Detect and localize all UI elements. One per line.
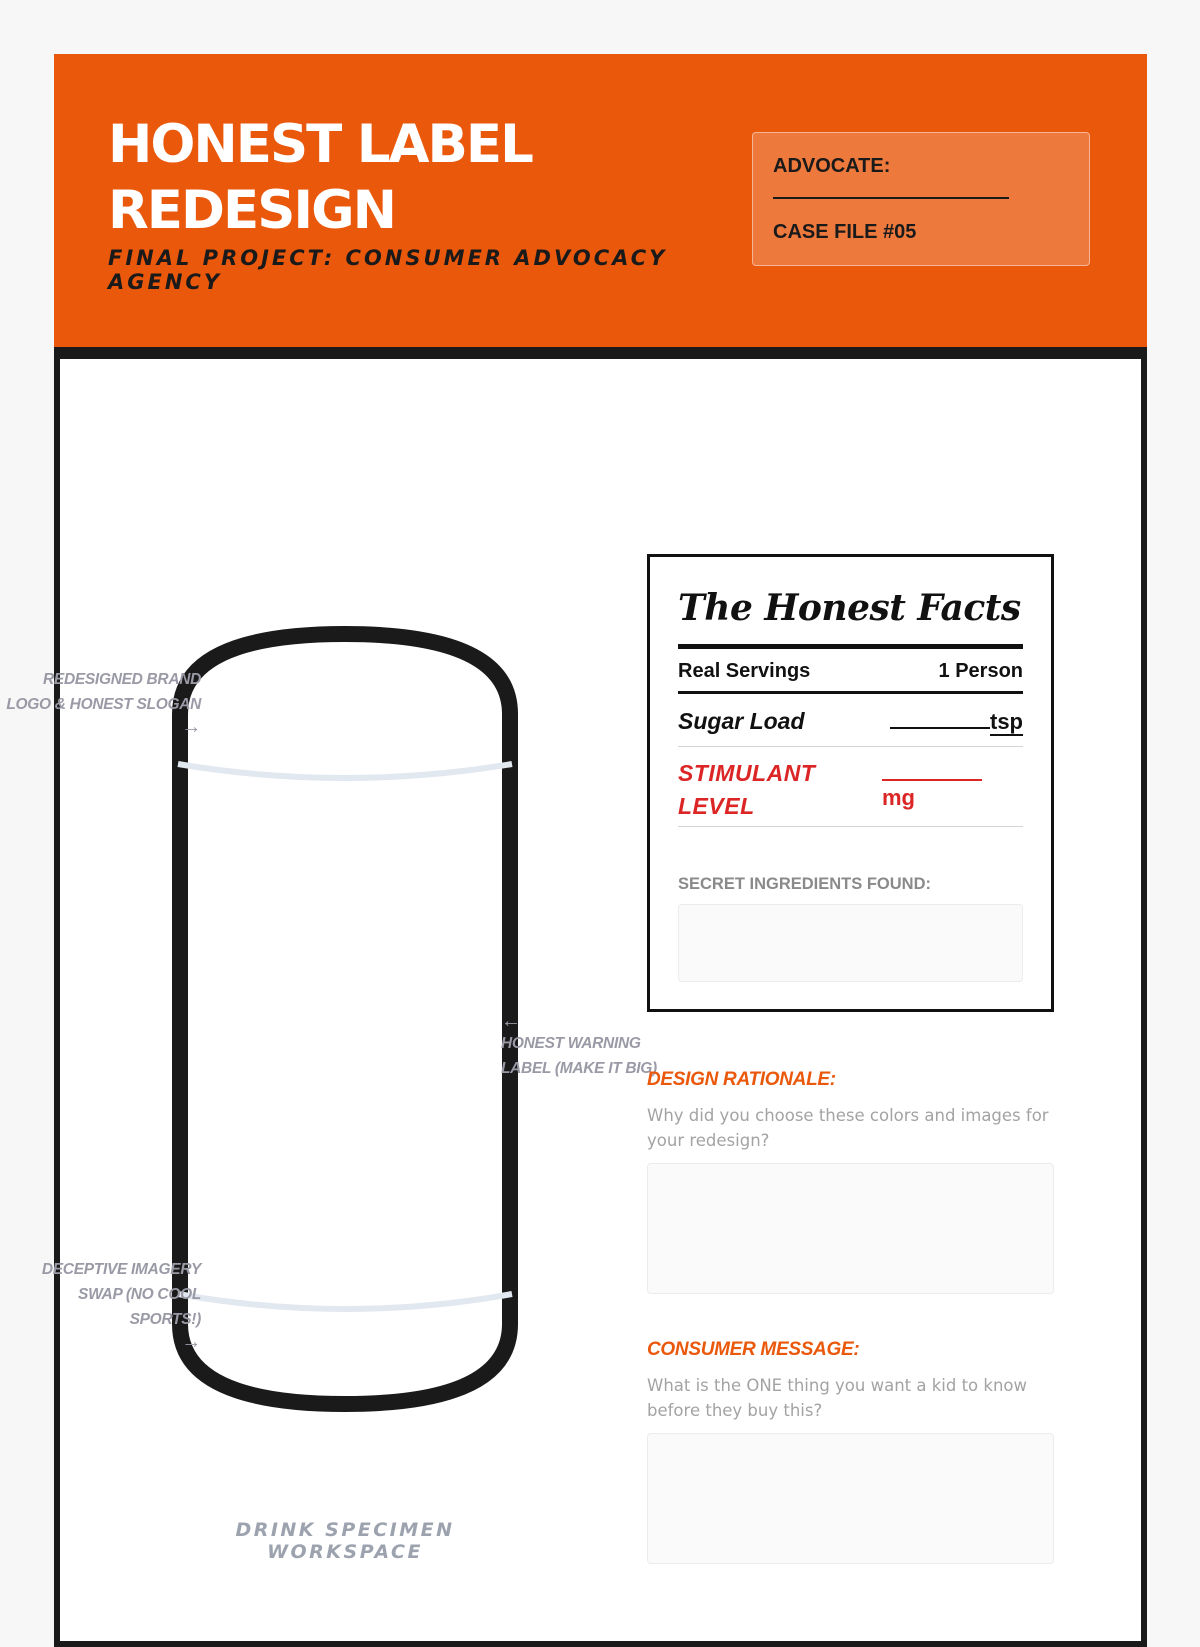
callout-brand-logo [6,667,201,737]
message-answer-box[interactable] [647,1433,1054,1564]
consumer-message-section [647,1339,1054,1564]
callout-imagery-line-3: SPORTS!) [129,1311,201,1328]
servings-value: 1 Person [938,660,1023,682]
page-subtitle: FINAL PROJECT: CONSUMER ADVOCACY AGENCY [108,246,668,294]
rationale-heading: DESIGN RATIONALE: [647,1069,836,1090]
arrow-left-icon: ← [501,1010,521,1032]
facts-divider-thin [678,746,1023,747]
rationale-prompt: Why did you choose these colors and images for your redesign? [647,1106,1049,1150]
rationale-answer-box[interactable] [647,1163,1054,1294]
honest-facts-panel [647,554,1054,1012]
advocate-info-box [752,132,1090,266]
callout-warning-line-2: LABEL (MAKE IT BIG) [501,1060,657,1077]
worksheet-card [6,54,1147,1614]
facts-title: The Honest Facts [678,587,1021,629]
can-body [180,634,510,1404]
design-rationale-section [647,1069,1054,1294]
facts-divider-thick [678,644,1023,649]
advocate-label: ADVOCATE: [773,155,891,177]
arrow-right-icon: → [181,716,201,738]
case-file-label: CASE FILE #05 [773,221,917,243]
sugar-label: Sugar Load [678,708,805,734]
drink-workspace [6,347,1147,1647]
stimulant-unit: mg [882,785,915,810]
sugar-blank[interactable] [890,727,990,729]
workspace-caption: DRINK SPECIMEN WORKSPACE [235,1519,455,1563]
facts-divider [678,691,1023,694]
callout-imagery-swap [42,1257,201,1352]
stimulant-label: STIMULANT LEVEL [678,760,816,819]
title-line-2: REDESIGN [108,180,395,241]
callout-imagery-line-1: DECEPTIVE IMAGERY [41,1261,201,1278]
title-line-1: HONEST LABEL [108,114,532,175]
message-heading: CONSUMER MESSAGE: [647,1339,860,1360]
stimulant-value [882,757,982,814]
secret-ingredients-input[interactable] [678,904,1023,982]
callout-warning-label [501,1011,657,1081]
sugar-unit: tsp [990,709,1023,734]
stimulant-blank[interactable] [882,757,982,781]
message-prompt: What is the ONE thing you want a kid to know before they buy this? [647,1376,1027,1420]
callout-warning-line-1: HONEST WARNING [501,1035,641,1052]
advocate-name-blank[interactable] [773,197,1009,199]
callout-imagery-line-2: SWAP (NO COOL [78,1286,201,1303]
callout-brand-line-1: REDESIGNED BRAND [43,671,201,688]
can-outline [170,624,520,1424]
servings-label: Real Servings [678,660,811,682]
callout-brand-line-2: LOGO & HONEST SLOGAN [6,696,201,713]
page-title [108,112,532,244]
secret-ingredients-label: SECRET INGREDIENTS FOUND: [678,875,932,893]
header-banner [54,54,1147,347]
sugar-row [678,708,1023,735]
arrow-right-icon: → [181,1331,201,1353]
servings-row [678,660,1023,683]
facts-divider-thin [678,826,1023,827]
sugar-value [890,709,1023,735]
